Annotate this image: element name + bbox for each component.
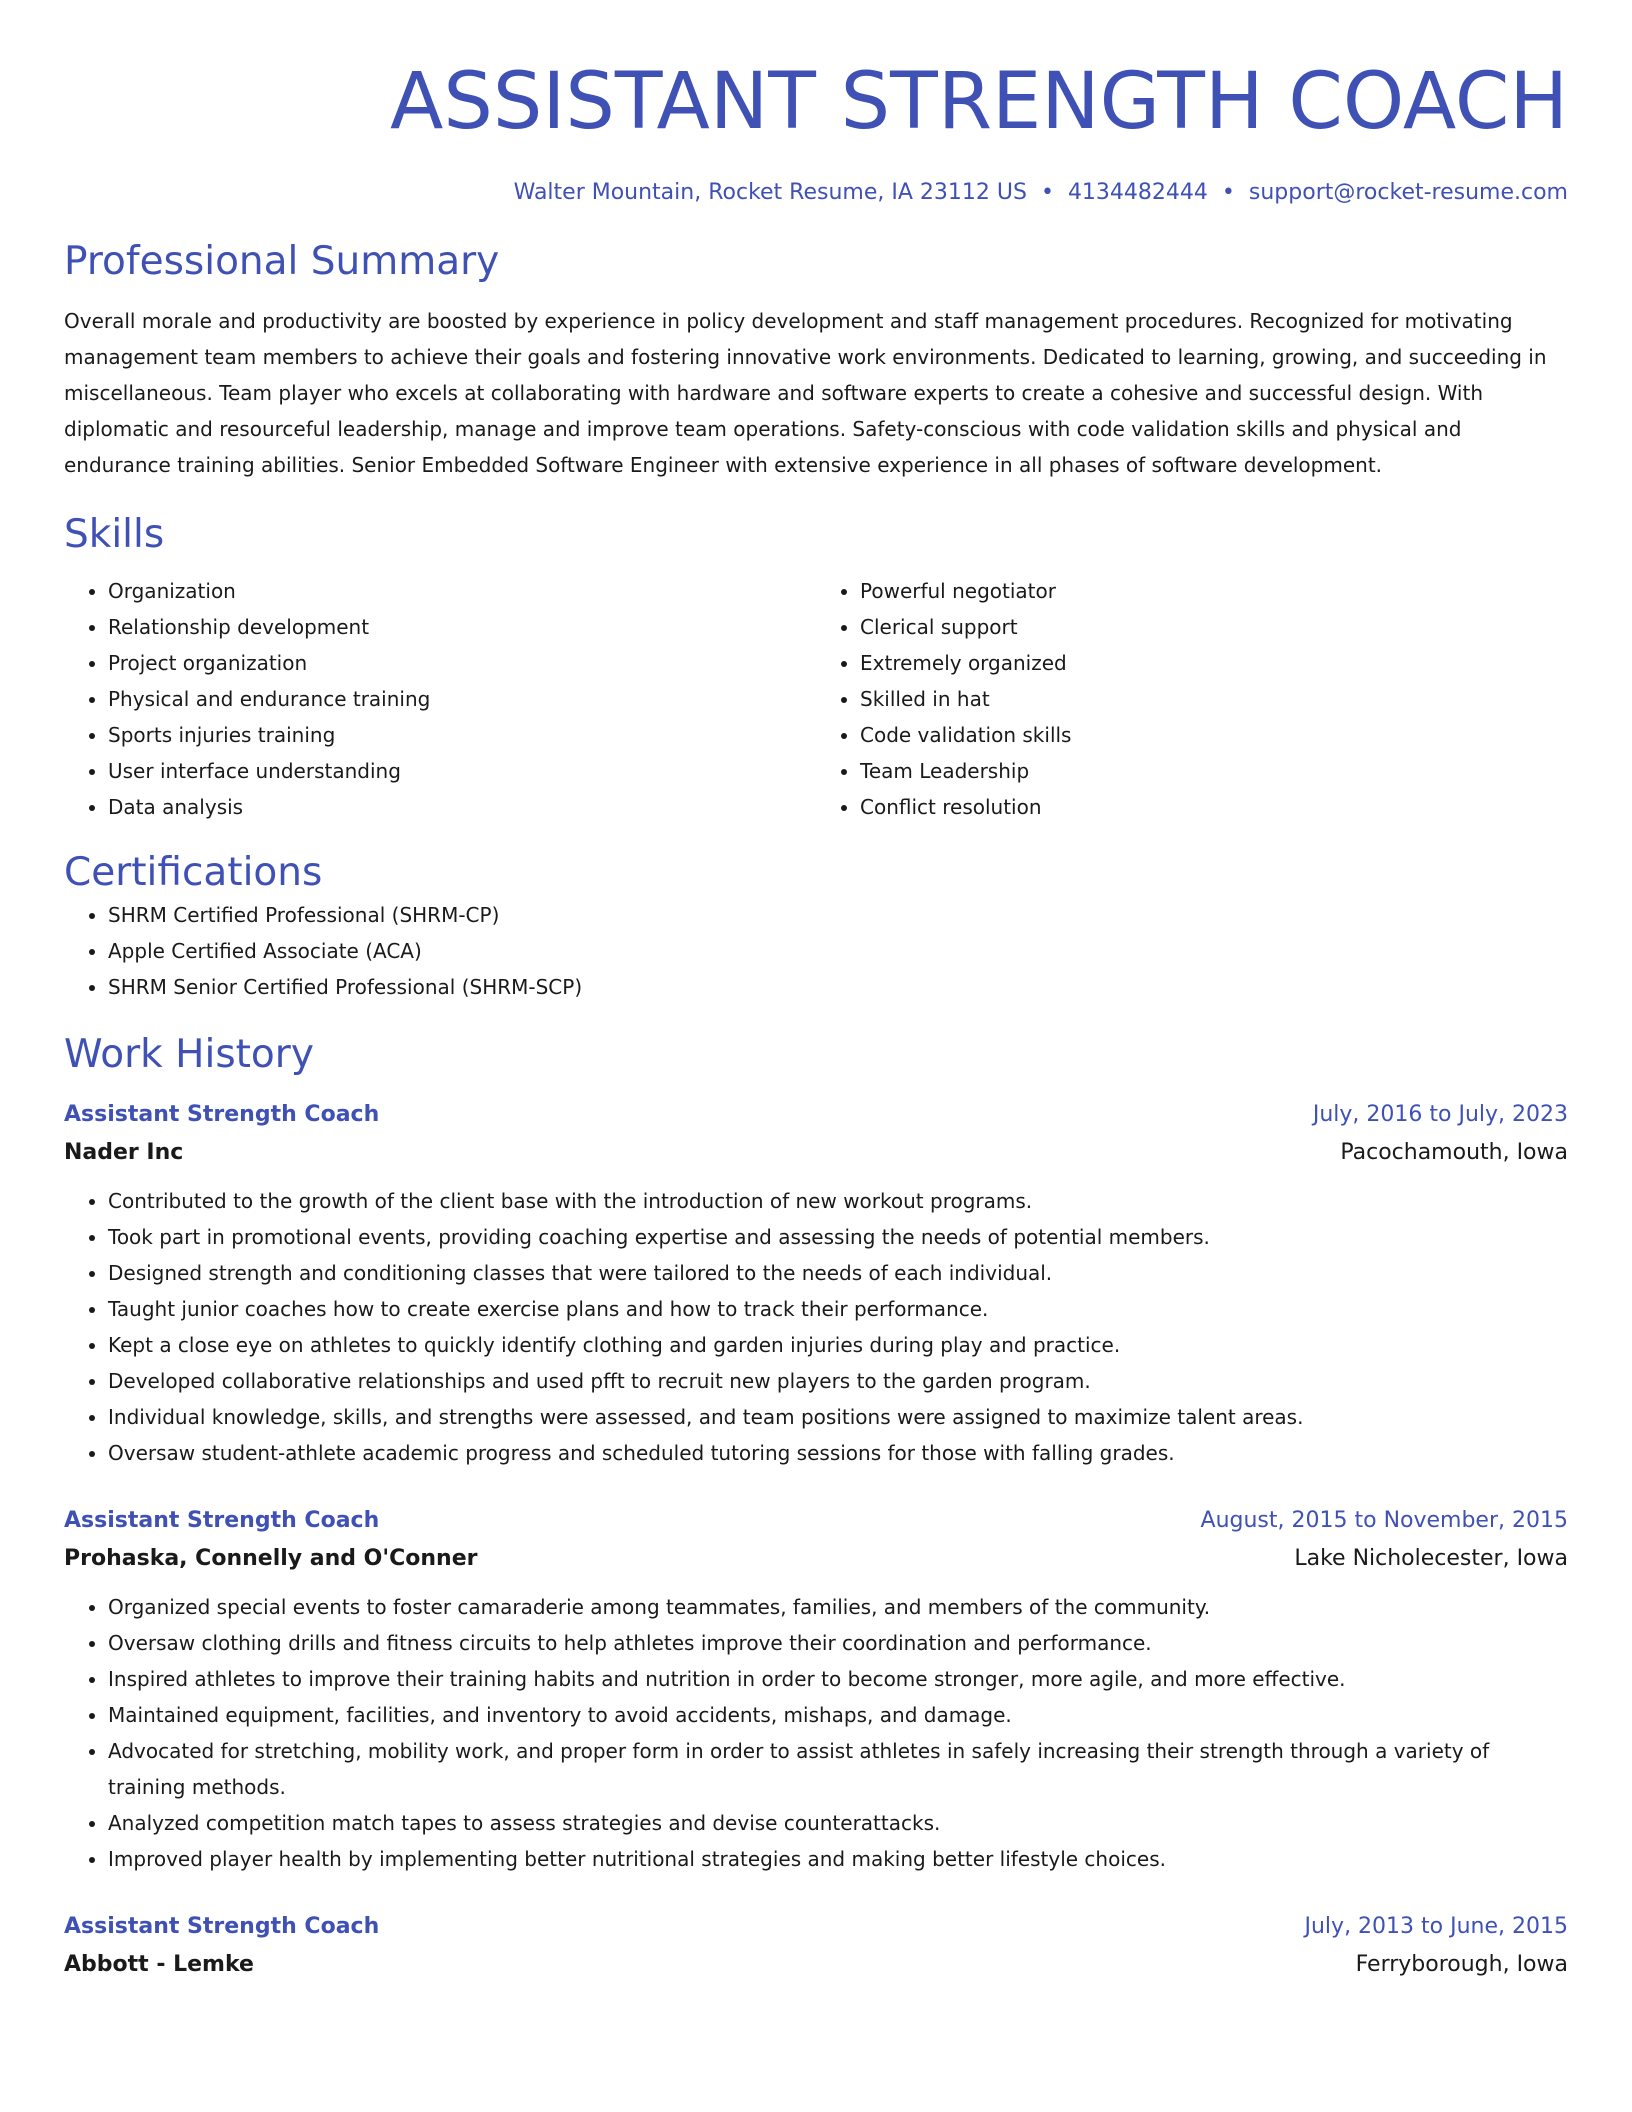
job-bullet: • Advocated for stretching, mobility work, and proper form in order to assist athletes in safely increasing their strength through a variety of training methods.	[108, 1733, 1568, 1805]
job-entry	[64, 1503, 1568, 1877]
skills-columns	[64, 573, 1568, 825]
job-bullets	[64, 1183, 1568, 1471]
job-company-row	[64, 1945, 1568, 1985]
job-bullet: • Analyzed competition match tapes to assess strategies and devise counterattacks.	[108, 1805, 1568, 1841]
work-history-section-title: Work History	[64, 1032, 314, 1077]
skill-item: • Powerful negotiator	[860, 573, 1568, 609]
skill-item: • Skilled in hat	[860, 681, 1568, 717]
job-company-row	[64, 1539, 1568, 1579]
job-company-row	[64, 1133, 1568, 1173]
skill-item: • Conflict resolution	[860, 789, 1568, 825]
skill-item: • Clerical support	[860, 609, 1568, 645]
summary-text: Overall morale and productivity are boosted by experience in policy development and staff management procedures. Recognized for motivating management team members to achieve their goals and fostering innovative work environments. Dedicated to learning, growing, and succeeding in miscellaneous. Team player who excels at collaborating with hardware and software experts to create a cohesive and successful design. With diplomatic and resourceful leadership, manage and improve team operations. Safety-conscious with code validation skills and physical and endurance training abilities. Senior Embedded Software Engineer with extensive experience in all phases of software development.	[64, 309, 1547, 477]
job-bullets	[64, 1589, 1568, 1877]
certification-item: • SHRM Senior Certified Professional (SHRM-SCP)	[108, 969, 1568, 1005]
job-company: Abbott - Lemke	[64, 1952, 254, 1977]
skills-list-left	[64, 573, 816, 825]
job-location: Pacochamouth, Iowa	[1340, 1140, 1568, 1165]
certifications-section-title: Certifications	[64, 850, 323, 895]
job-bullet: • Maintained equipment, facilities, and inventory to avoid accidents, mishaps, and damage.	[108, 1697, 1568, 1733]
skills-section-title: Skills	[64, 512, 165, 557]
job-entry	[64, 1909, 1568, 1985]
job-entry	[64, 1097, 1568, 1471]
job-bullet: • Taught junior coaches how to create exercise plans and how to track their performance.	[108, 1291, 1568, 1327]
job-bullet: • Took part in promotional events, providing coaching expertise and assessing the needs of potential members.	[108, 1219, 1568, 1255]
job-title: Assistant Strength Coach	[64, 1102, 380, 1127]
job-title-row	[64, 1909, 1568, 1945]
resume-name-heading: ASSISTANT STRENGTH COACH	[390, 57, 1568, 147]
job-location: Ferryborough, Iowa	[1355, 1952, 1568, 1977]
work-history-list	[64, 1097, 1568, 1985]
job-bullet: • Developed collaborative relationships and used pfft to recruit new players to the garden program.	[108, 1363, 1568, 1399]
skill-item: • Sports injuries training	[108, 717, 816, 753]
job-location: Lake Nicholecester, Iowa	[1294, 1546, 1568, 1571]
job-company: Prohaska, Connelly and O'Conner	[64, 1546, 478, 1571]
job-dates: July, 2013 to June, 2015	[1304, 1914, 1568, 1939]
certification-item: • Apple Certified Associate (ACA)	[108, 933, 1568, 969]
job-bullet: • Oversaw clothing drills and fitness circuits to help athletes improve their coordination and performance.	[108, 1625, 1568, 1661]
job-bullet: • Inspired athletes to improve their training habits and nutrition in order to become stronger, more agile, and more effective.	[108, 1661, 1568, 1697]
certification-item: • SHRM Certified Professional (SHRM-CP)	[108, 897, 1568, 933]
resume-page	[64, 0, 1568, 1985]
certifications-list	[64, 897, 1568, 1005]
skill-item: • Extremely organized	[860, 645, 1568, 681]
job-bullet: • Contributed to the growth of the client base with the introduction of new workout programs.	[108, 1183, 1568, 1219]
contact-phone: 4134482444	[1067, 180, 1208, 205]
job-bullet: • Improved player health by implementing better nutritional strategies and making better lifestyle choices.	[108, 1841, 1568, 1877]
job-dates: July, 2016 to July, 2023	[1312, 1102, 1568, 1127]
job-bullet: • Individual knowledge, skills, and strengths were assessed, and team positions were assigned to maximize talent areas.	[108, 1399, 1568, 1435]
skill-item: • Organization	[108, 573, 816, 609]
skill-item: • Physical and endurance training	[108, 681, 816, 717]
job-title: Assistant Strength Coach	[64, 1914, 380, 1939]
summary-section-title: Professional Summary	[64, 239, 500, 284]
job-bullet: • Organized special events to foster camaraderie among teammates, families, and members of the community.	[108, 1589, 1568, 1625]
skill-item: • Code validation skills	[860, 717, 1568, 753]
job-title: Assistant Strength Coach	[64, 1508, 380, 1533]
skills-list-right	[816, 573, 1568, 825]
contact-email: support@rocket-resume.com	[1248, 180, 1568, 205]
skill-item: • Team Leadership	[860, 753, 1568, 789]
job-title-row	[64, 1097, 1568, 1133]
job-bullet: • Kept a close eye on athletes to quickly identify clothing and garden injuries during play and practice.	[108, 1327, 1568, 1363]
job-bullet: • Oversaw student-athlete academic progress and scheduled tutoring sessions for those with falling grades.	[108, 1435, 1568, 1471]
skill-item: • Relationship development	[108, 609, 816, 645]
job-company: Nader Inc	[64, 1140, 184, 1165]
skill-item: • Project organization	[108, 645, 816, 681]
contact-address: Walter Mountain, Rocket Resume, IA 23112 US	[513, 180, 1027, 205]
skill-item: • User interface understanding	[108, 753, 816, 789]
contact-separator: •	[1040, 180, 1054, 205]
contact-line	[64, 178, 1568, 208]
skill-item: • Data analysis	[108, 789, 816, 825]
job-bullet: • Designed strength and conditioning classes that were tailored to the needs of each individual.	[108, 1255, 1568, 1291]
contact-separator: •	[1221, 180, 1235, 205]
job-dates: August, 2015 to November, 2015	[1200, 1508, 1568, 1533]
job-title-row	[64, 1503, 1568, 1539]
